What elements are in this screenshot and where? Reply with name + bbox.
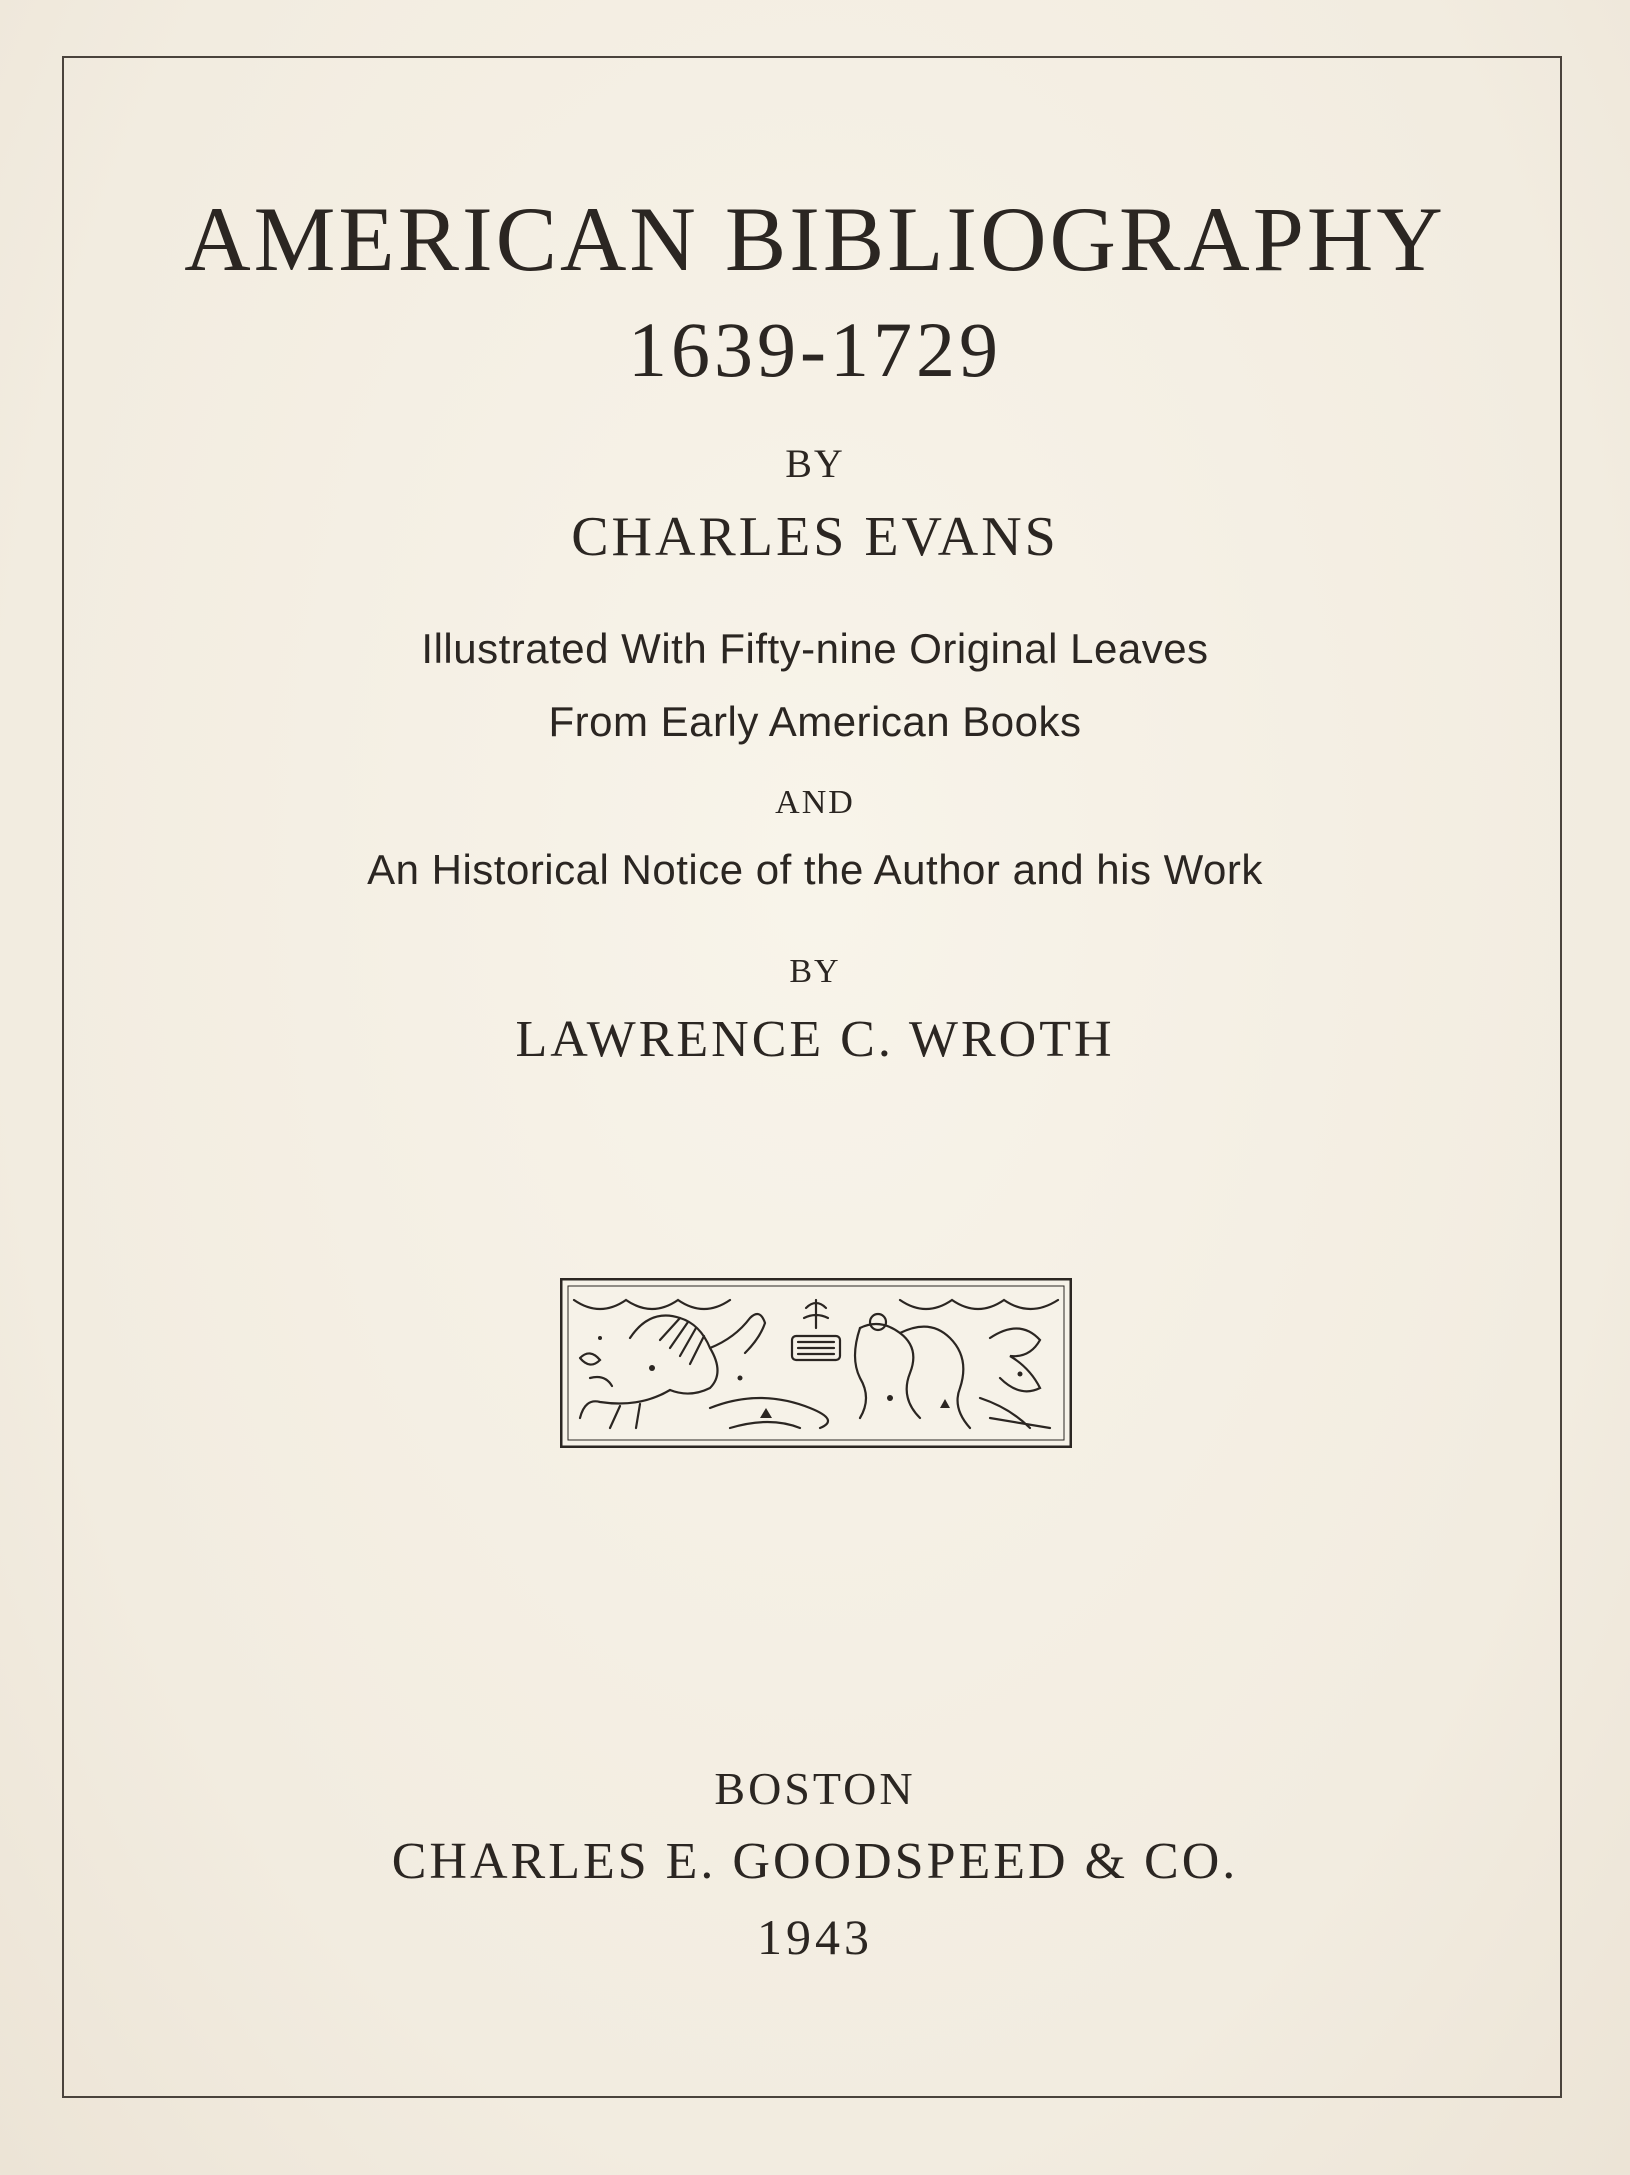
book-title: AMERICAN BIBLIOGRAPHY: [184, 188, 1446, 290]
date-range: 1639-1729: [628, 306, 1002, 393]
imprint-year: 1943: [757, 1909, 873, 1965]
by-label: BY: [785, 441, 845, 486]
imprint-city: BOSTON: [714, 1763, 916, 1814]
notice-line: An Historical Notice of the Author and his Work: [367, 846, 1263, 893]
woodcut-ornament-icon: [560, 1278, 1072, 1448]
contributor-name: LAWRENCE C. WROTH: [515, 1011, 1115, 1068]
author-name: CHARLES EVANS: [571, 506, 1059, 568]
by-label-2: BY: [789, 953, 841, 990]
subtitle-line-1: Illustrated With Fifty-nine Original Leaves: [421, 625, 1209, 672]
imprint-publisher: CHARLES E. GOODSPEED & CO.: [391, 1833, 1239, 1890]
subtitle-line-2: From Early American Books: [548, 698, 1082, 745]
and-label: AND: [775, 784, 855, 821]
